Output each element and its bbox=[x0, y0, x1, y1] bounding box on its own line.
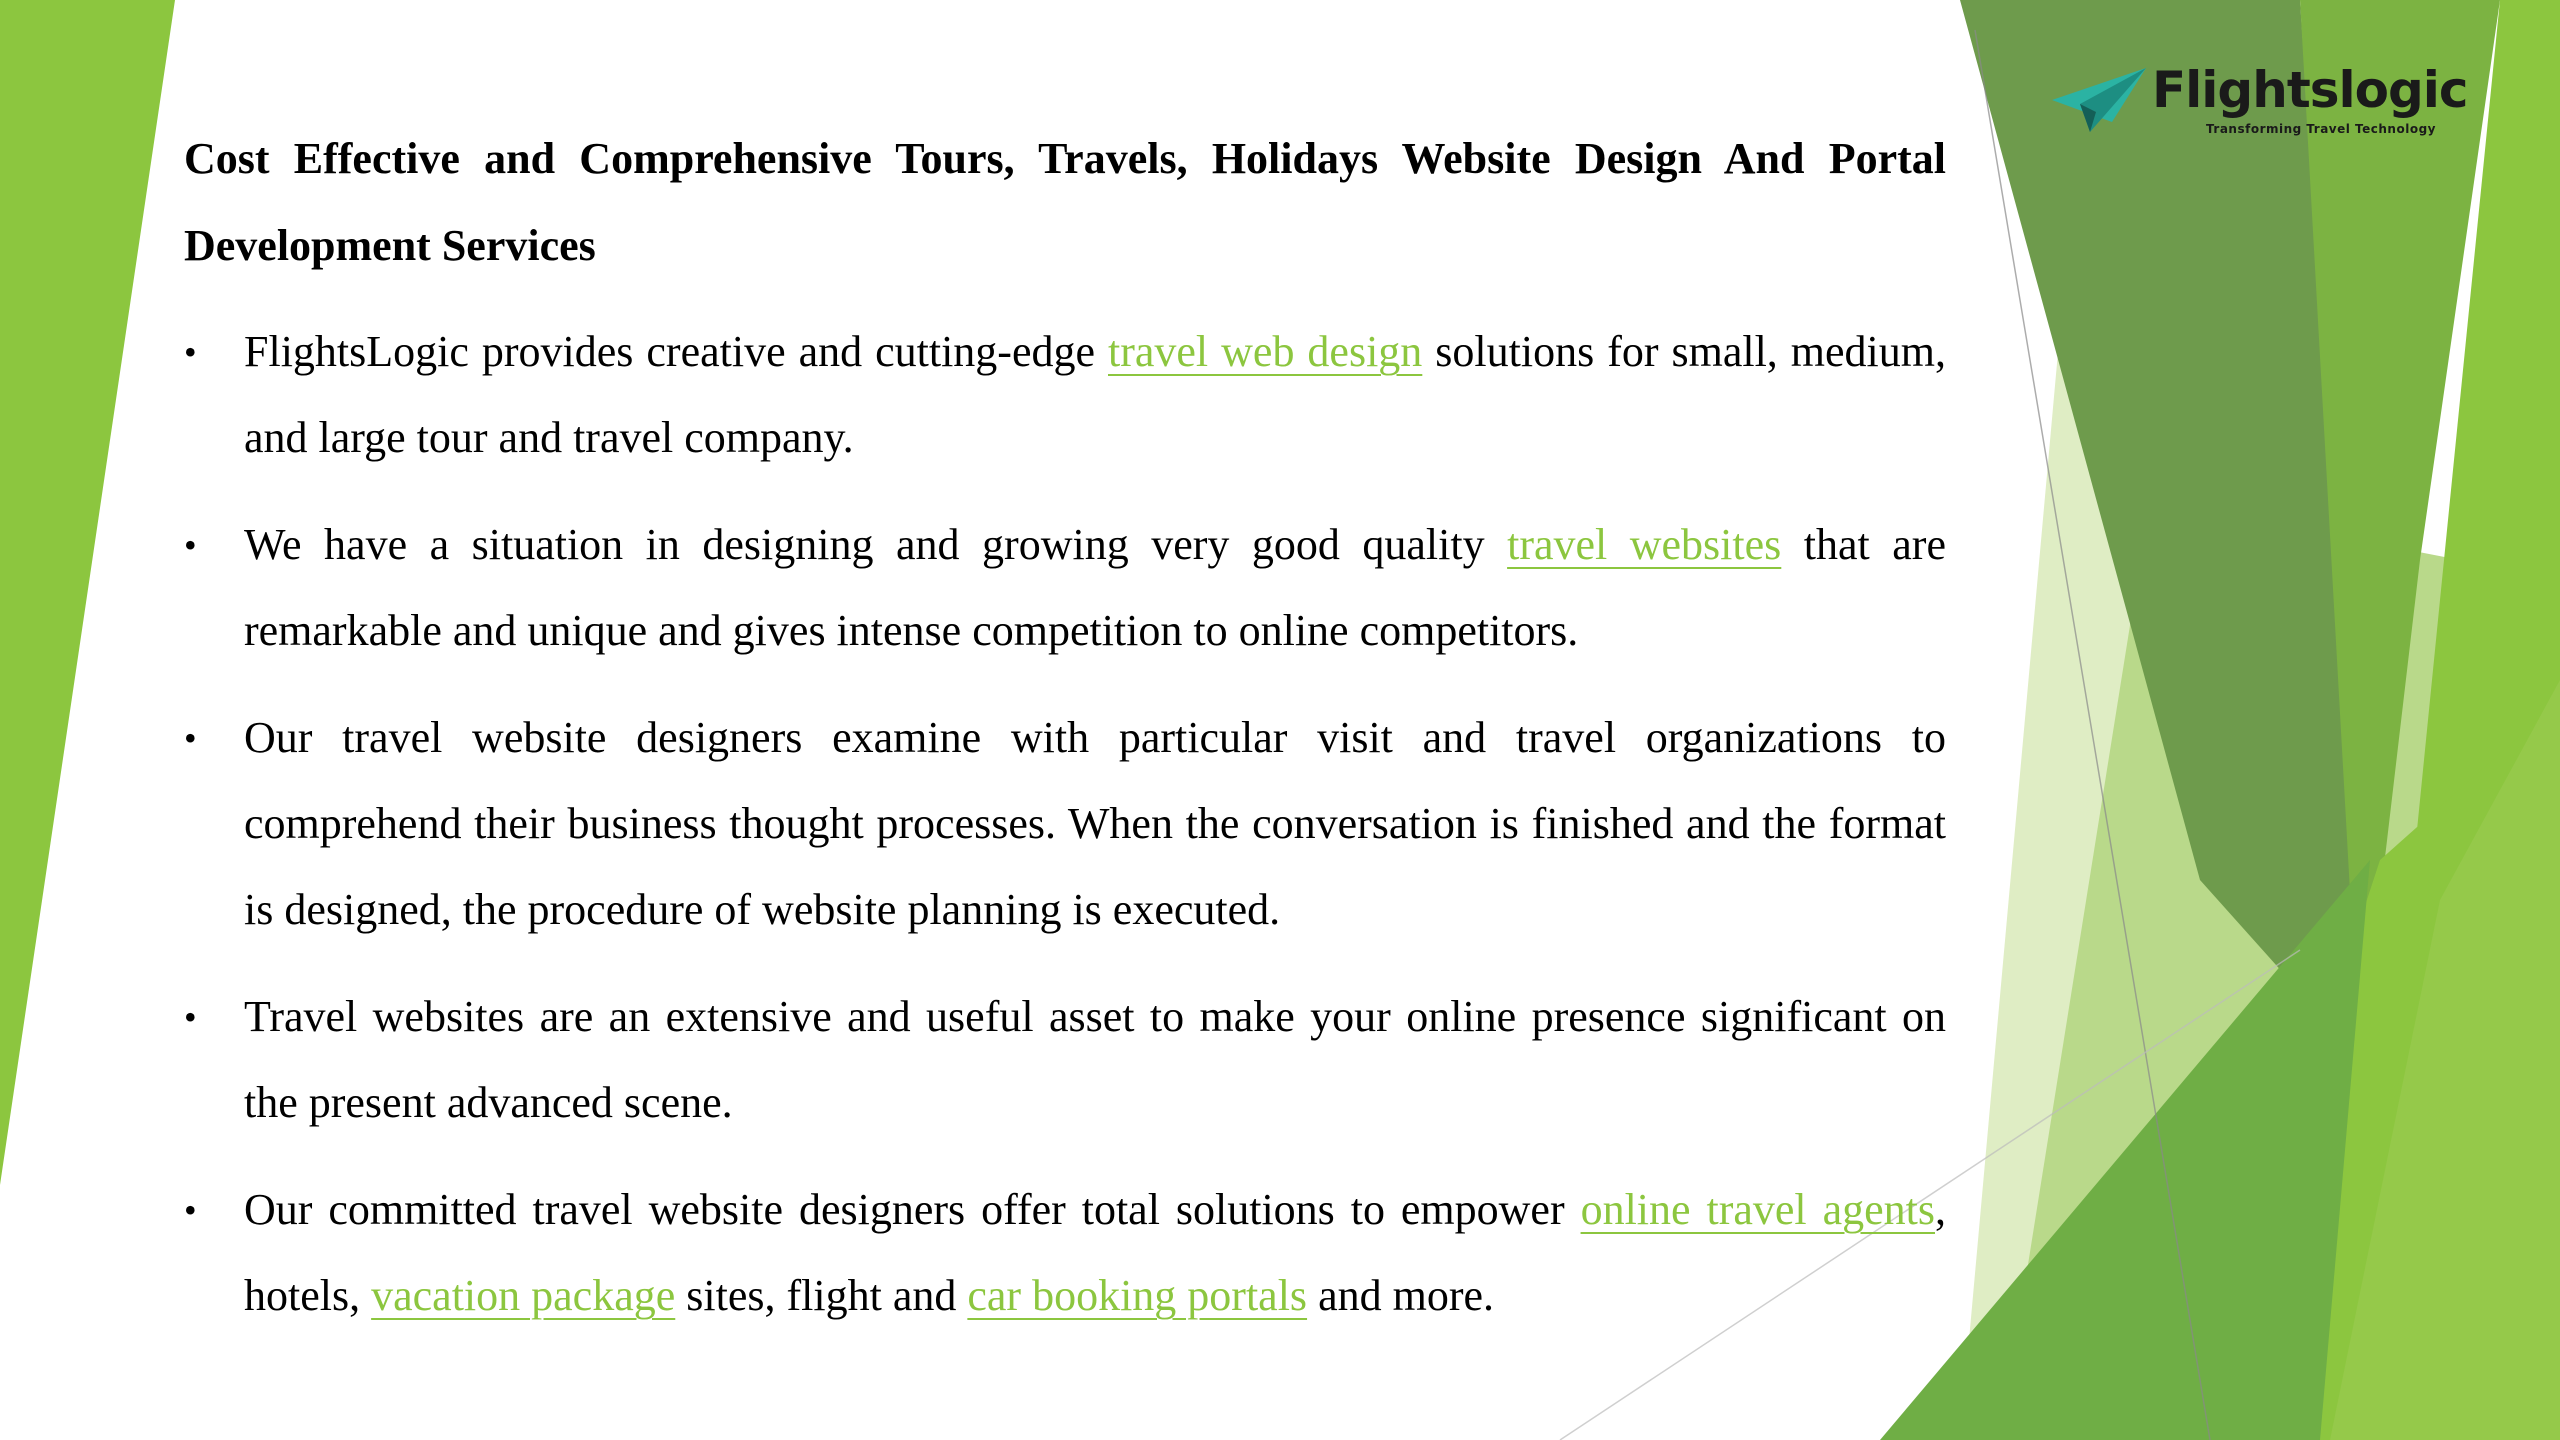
link-vacation-package[interactable]: vacation package bbox=[371, 1271, 676, 1320]
bullet-item bbox=[184, 309, 1946, 481]
slide-heading: Cost Effective and Comprehensive Tours, Travels, Holidays Website Design And Portal Development Services bbox=[184, 134, 1946, 270]
bullet-text: FlightsLogic provides creative and cutting-edge bbox=[244, 327, 1108, 376]
bullet-marker: • bbox=[184, 997, 197, 1037]
bullet-text: We have a situation in designing and growing very good quality bbox=[244, 520, 1508, 569]
bullet-text: Travel websites are an extensive and useful asset to make your online presence significant on the present advanced scene. bbox=[244, 992, 1946, 1127]
link-car-booking-portals[interactable]: car booking portals bbox=[967, 1271, 1308, 1320]
slide-content bbox=[184, 115, 1946, 1360]
bullet-marker: • bbox=[184, 525, 197, 565]
bullet-text: Our travel website designers examine with particular visit and travel organizations to comprehend their business thought processes. When the conversation is finished and the format is designed, the procedure of website planning is executed. bbox=[244, 713, 1946, 934]
bullet-text: , hotels, bbox=[244, 1185, 1946, 1320]
bullet-marker: • bbox=[184, 332, 197, 372]
company-logo bbox=[2050, 60, 2468, 150]
bullet-item bbox=[184, 502, 1946, 674]
bullet-text: and more. bbox=[1307, 1271, 1494, 1320]
bullet-list bbox=[184, 309, 1946, 1339]
bullet-text: sites, flight and bbox=[675, 1271, 968, 1320]
bullet-marker: • bbox=[184, 718, 197, 758]
bullet-marker: • bbox=[184, 1190, 197, 1230]
logo-tagline: Transforming Travel Technology bbox=[2206, 122, 2436, 136]
paper-plane-icon bbox=[2050, 60, 2150, 140]
bullet-item bbox=[184, 695, 1946, 953]
bullet-text: solutions for small, medium, and large tour and travel company. bbox=[244, 327, 1946, 462]
link-travel-websites[interactable]: travel websites bbox=[1507, 520, 1782, 569]
left-green-wedge bbox=[0, 0, 175, 1185]
bullet-item bbox=[184, 1167, 1946, 1339]
bullet-text: that are remarkable and unique and gives intense competition to online competitors. bbox=[244, 520, 1946, 655]
logo-name: Flightslogic bbox=[2152, 61, 2468, 119]
link-travel-web-design[interactable]: travel web design bbox=[1108, 327, 1423, 376]
bullet-text: Our committed travel website designers offer total solutions to empower bbox=[244, 1185, 1581, 1234]
bullet-item bbox=[184, 974, 1946, 1146]
link-online-travel-agents[interactable]: online travel agents bbox=[1580, 1185, 1935, 1234]
